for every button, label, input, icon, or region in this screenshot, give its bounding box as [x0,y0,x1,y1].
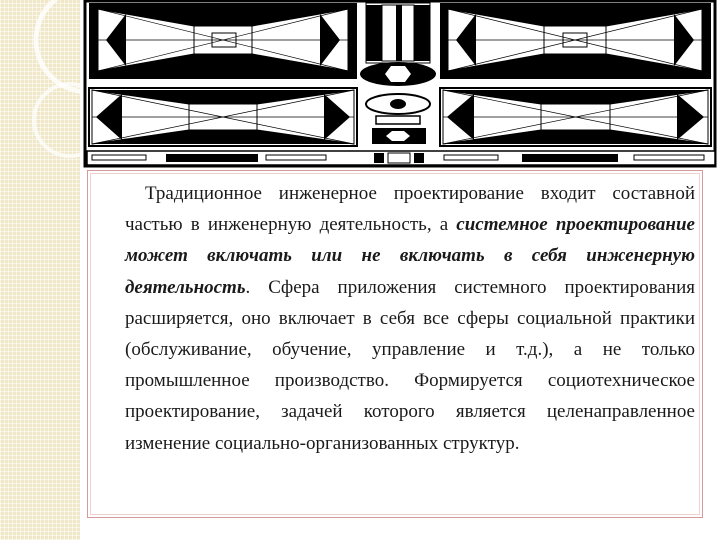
decorative-side-strip [0,0,80,540]
text-emphasis: системное проектирование может включать или не включать в себя инженерную деятельность [125,214,695,298]
panel-bottom-left [89,88,357,146]
technical-drawing-figure [82,0,719,168]
center-column-top [360,3,436,86]
text-frame [87,170,703,518]
text-part-2: . Сфера приложения системного проектирования расширяется, оно включает в себя все сферы социальной практики (обслуживание, обучение, управление и т.д.), а не только промышленное производство. Формируется социотехническое проектирование, задачей которого является целенаправленное изменение социально-организованных структур. [125,276,695,454]
drawing-canvas [82,0,719,168]
body-paragraph [125,178,695,459]
text-part-1: Традиционное инженерное проектирование входит составной частью в инженерную деятельность, а [125,183,695,236]
panel-bottom-right [440,88,711,146]
panel-top-left [89,3,357,79]
decorative-circles [0,0,80,540]
bottom-strip [87,151,715,165]
panel-top-right [440,3,711,79]
